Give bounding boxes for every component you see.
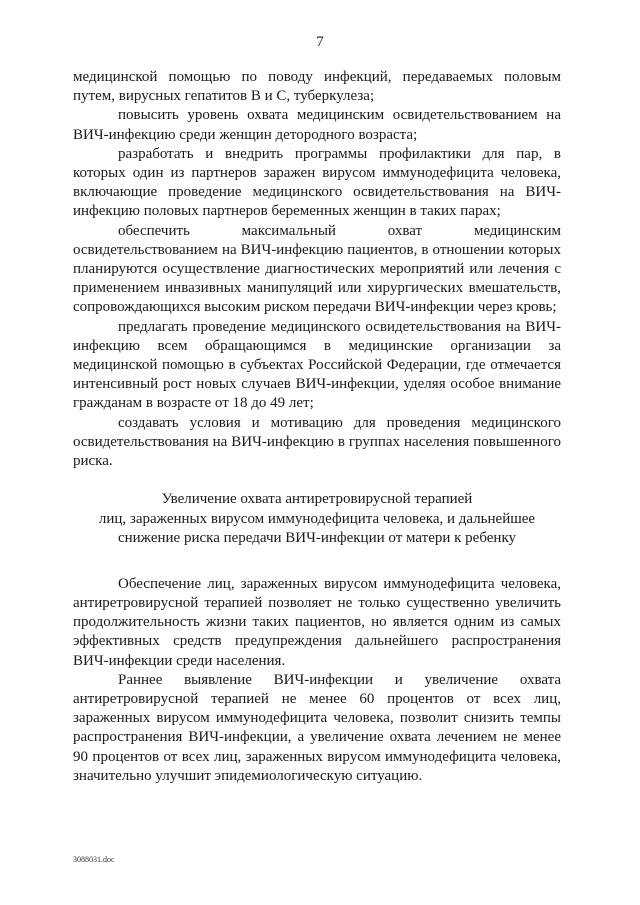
paragraph: разработать и внедрить программы профилактики для пар, в которых один из партнеров заражен вирусом иммунодефицита человека, включающие проведение медицинского освидетельствования на ВИЧ-инфекцию половых партнеров беременных женщин в таких парах; bbox=[73, 145, 561, 220]
paragraph: обеспечить максимальный охват медицинским освидетельствованием на ВИЧ-инфекцию пациентов, в отношении которых планируются осуществление диагностических мероприятий или лечения с применением инвазивных манипуляций или хирургических вмешательств, сопровождающихся высоким риском передачи ВИЧ-инфекции через кровь; bbox=[73, 222, 561, 316]
section-heading-line: снижение риска передачи ВИЧ-инфекции от матери к ребенку bbox=[117, 530, 517, 547]
paragraph: медицинской помощью по поводу инфекций, передаваемых половым путем, вирусных гепатитов В и С, туберкулеза; bbox=[73, 69, 561, 105]
footer-filename: 3088031.doc bbox=[73, 855, 115, 864]
section-heading-line: Увеличение охвата антиретровирусной терапией bbox=[161, 491, 473, 508]
page-number: 7 bbox=[316, 34, 324, 50]
section-heading-line: лиц, зараженных вирусом иммунодефицита человека, и дальнейшее bbox=[98, 510, 536, 527]
paragraph: создавать условия и мотивацию для проведения медицинского освидетельствования на ВИЧ-инфекцию в группах населения повышенного риска. bbox=[73, 414, 561, 470]
paragraph: Раннее выявление ВИЧ-инфекции и увеличение охвата антиретровирусной терапией не менее 60 процентов от всех лиц, зараженных вирусом иммунодефицита человека, позволит снизить темпы распространения ВИЧ-инфекции, а увеличение охвата лечением не менее 90 процентов от всех лиц, зараженных вирусом иммунодефицита человека, значительно улучшит эпидемиологическую ситуацию. bbox=[73, 671, 561, 784]
document-body bbox=[73, 68, 561, 786]
paragraph: повысить уровень охвата медицинским освидетельствованием на ВИЧ-инфекцию среди женщин детородного возраста; bbox=[73, 107, 561, 143]
section-heading bbox=[73, 490, 561, 549]
paragraph: предлагать проведение медицинского освидетельствования на ВИЧ-инфекцию всем обращающимся в медицинские организации за медицинской помощью в субъектах Российской Федерации, где отмечается интенсивный рост новых случаев ВИЧ-инфекции, уделяя особое внимание гражданам в возрасте от 18 до 49 лет; bbox=[73, 318, 561, 412]
paragraph: Обеспечение лиц, зараженных вирусом иммунодефицита человека, антиретровирусной терапией позволяет не только существенно увеличить продолжительность жизни таких пациентов, но является одним из самых эффективных средств предупреждения дальнейшего распространения ВИЧ-инфекции среди населения. bbox=[73, 575, 561, 669]
